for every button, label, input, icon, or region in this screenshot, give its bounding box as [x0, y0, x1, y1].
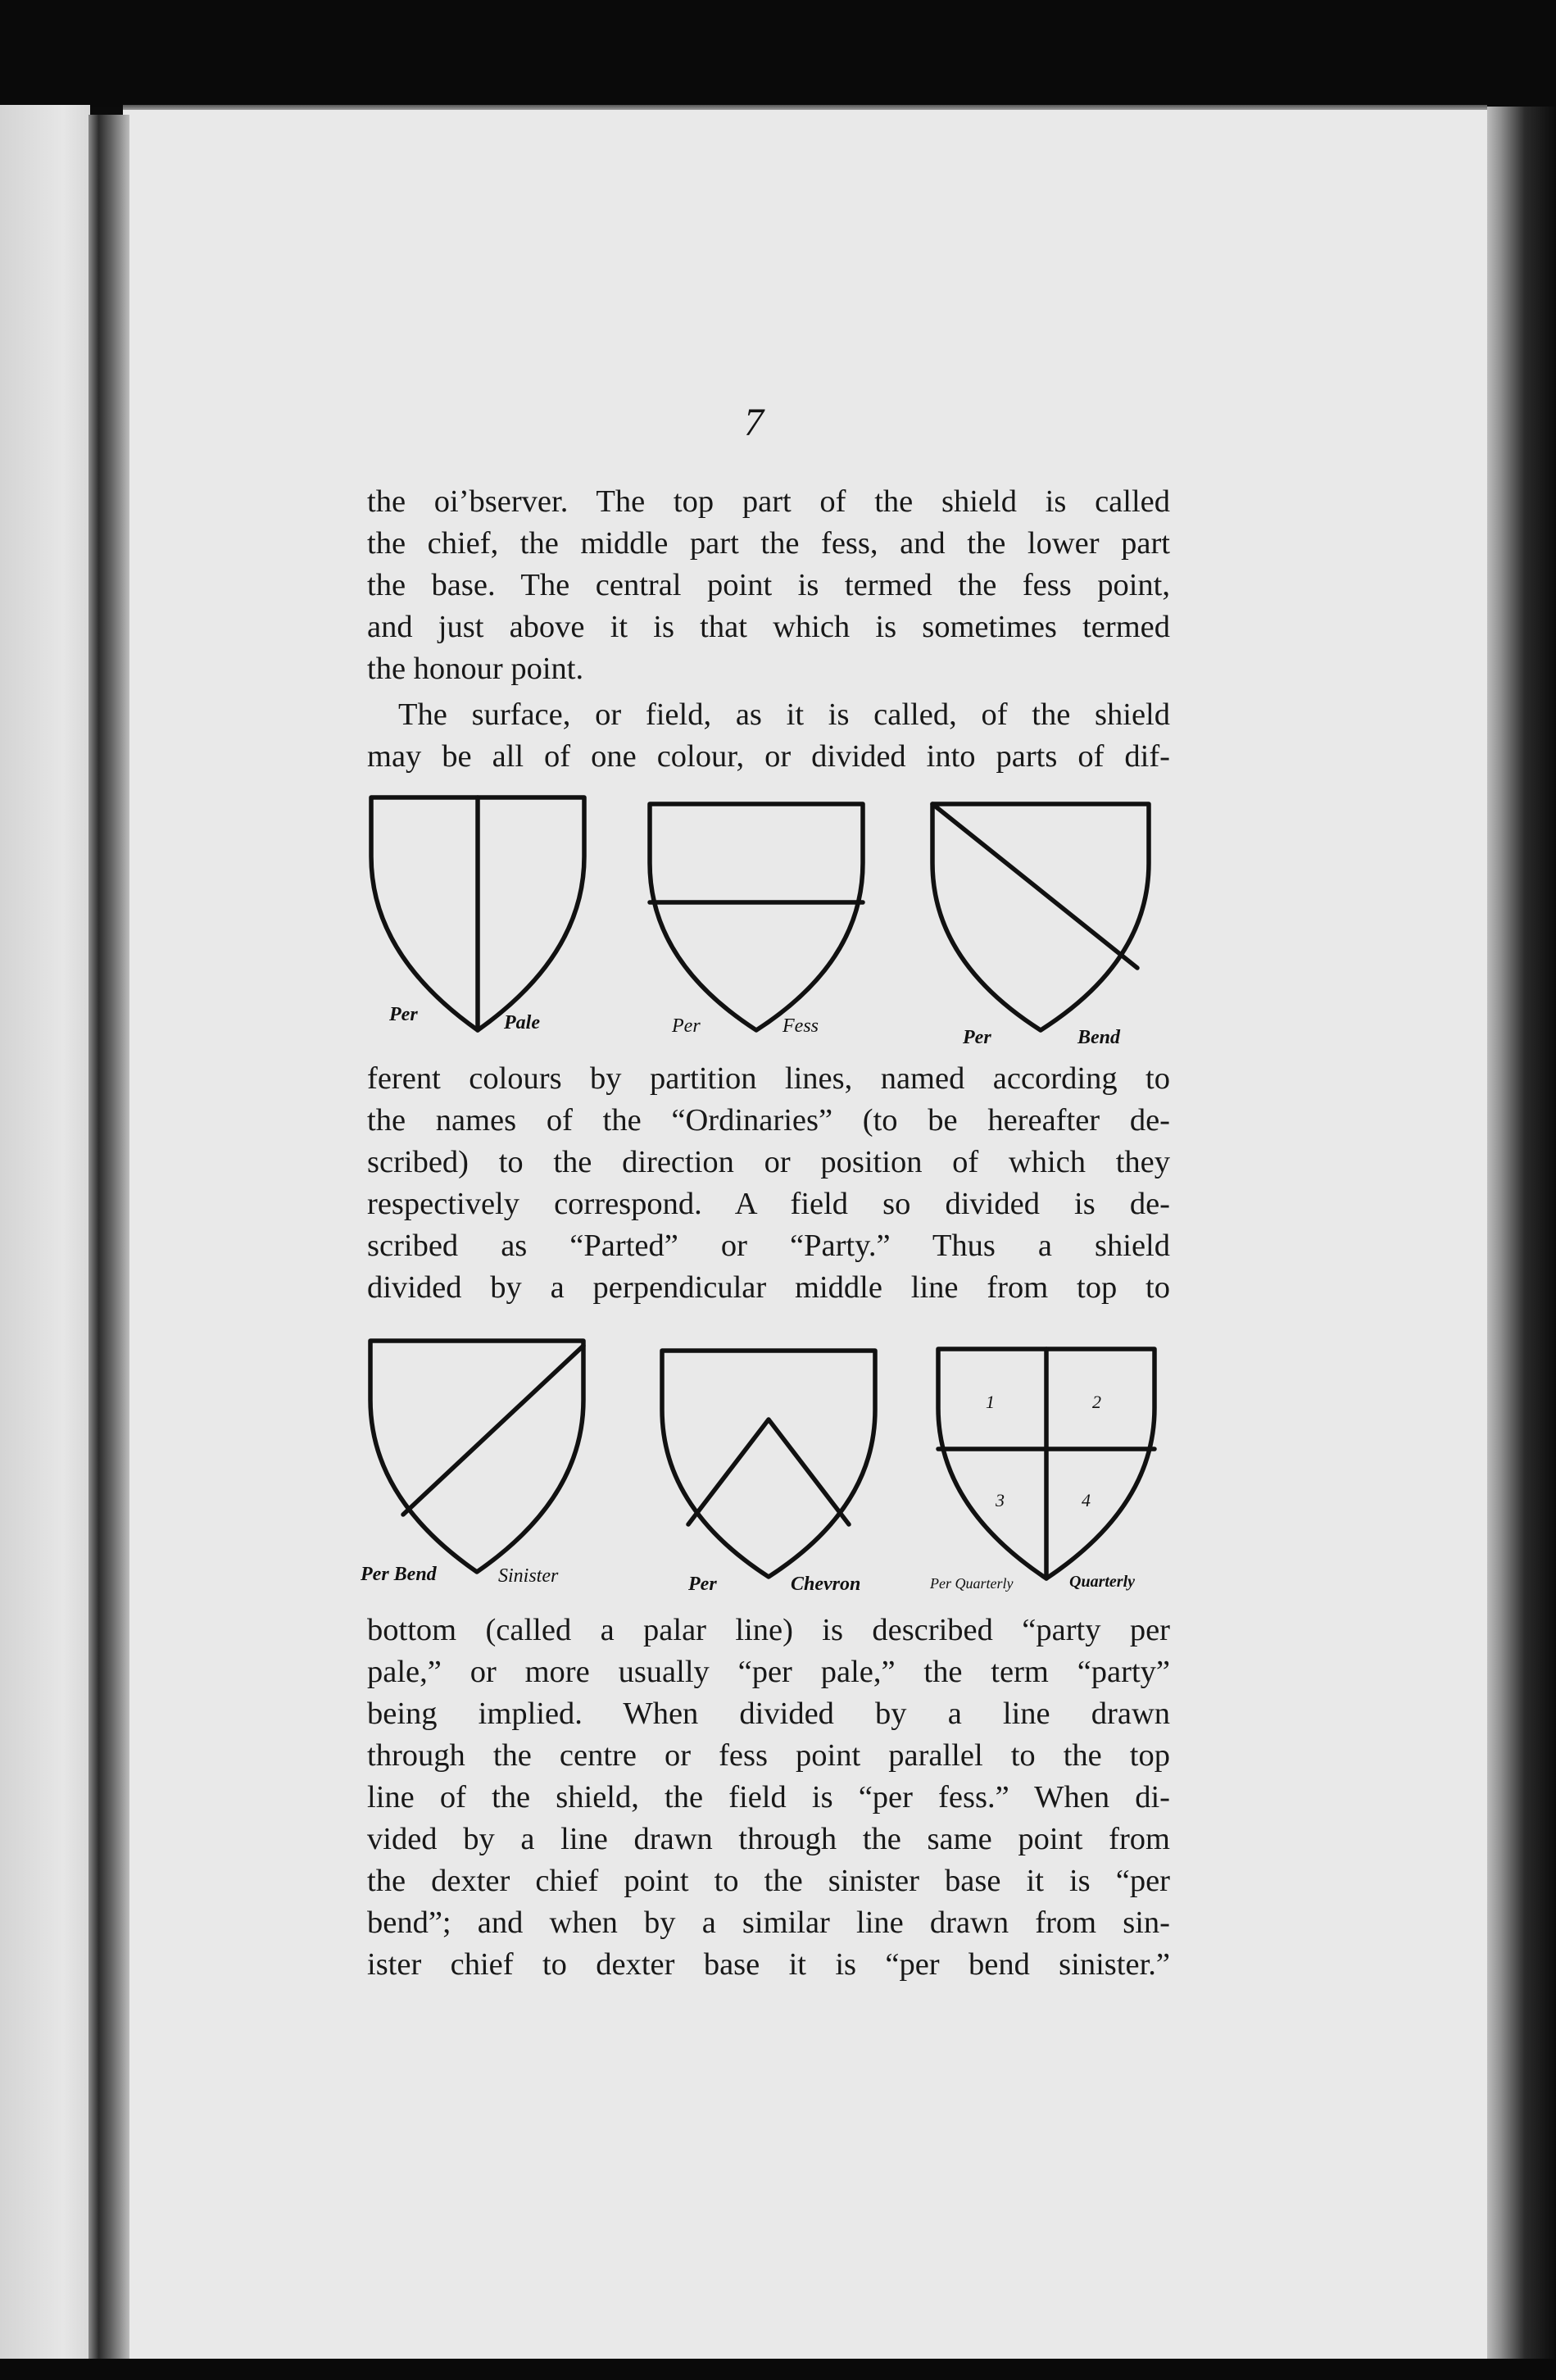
- page-number: 7: [744, 401, 764, 444]
- quarter-number: 1: [986, 1392, 995, 1412]
- figure-label-right: Bend: [1077, 1027, 1121, 1048]
- figure-label-left: Per Bend: [361, 1564, 437, 1585]
- figure-label-right: Chevron: [791, 1574, 861, 1595]
- page-top-edge: [123, 105, 1487, 110]
- paragraph-3: [367, 1058, 1170, 1309]
- paragraph-1: [367, 481, 1170, 690]
- figure-label-right: Quarterly: [1069, 1573, 1135, 1591]
- text-line: scribed) to the direction or position of which they: [367, 1145, 1170, 1179]
- quarter-number: 2: [1092, 1392, 1101, 1412]
- text-line: the honour point.: [367, 652, 584, 686]
- shield-figures-row-2: [361, 1334, 1180, 1605]
- paragraph-4: [367, 1610, 1170, 1986]
- text-line: through the centre or fess point parallel to the top: [367, 1738, 1170, 1773]
- text-line: vided by a line drawn through the same point from: [367, 1822, 1170, 1856]
- text-line: divided by a perpendicular middle line from top to: [367, 1270, 1170, 1305]
- scan-top-border: [0, 0, 1556, 107]
- quarter-number: 3: [996, 1490, 1005, 1510]
- text-line: the names of the “Ordinaries” (to be hereafter de-: [367, 1103, 1170, 1138]
- paragraph-2: [367, 694, 1170, 778]
- text-line: the chief, the middle part the fess, and the lower part: [367, 526, 1170, 561]
- shield-per-fess: [643, 797, 873, 1060]
- text-line: the base. The central point is termed the fess point,: [367, 568, 1170, 602]
- shield-per-chevron: [656, 1344, 885, 1606]
- text-line: being implied. When divided by a line drawn: [367, 1696, 1170, 1731]
- text-line: pale,” or more usually “per pale,” the term “party”: [367, 1655, 1170, 1689]
- text-line: may be all of one colour, or divided into parts of dif-: [367, 739, 1170, 774]
- figure-label-right: Pale: [504, 1012, 540, 1033]
- text-line: ferent colours by partition lines, named according to: [367, 1061, 1170, 1096]
- scan-bottom-border: [0, 2359, 1556, 2380]
- page-right-edge: [1487, 107, 1556, 2359]
- text-line: bend”; and when by a similar line drawn from sin-: [367, 1905, 1170, 1940]
- figure-label-right: Sinister: [498, 1565, 559, 1587]
- shield-quarterly: [930, 1342, 1172, 1613]
- shield-per-bend-sinister: [361, 1334, 606, 1601]
- text-line: the dexter chief point to the sinister base it is “per: [367, 1864, 1170, 1898]
- facing-page-edge: [0, 105, 90, 2360]
- figure-label-left: Per Quarterly: [930, 1575, 1014, 1592]
- text-line: the oiʼbserver. The top part of the shield is called: [367, 484, 1170, 519]
- text-line: ister chief to dexter base it is “per bend sinister.”: [367, 1947, 1170, 1982]
- quarter-number: 4: [1082, 1490, 1091, 1510]
- figure-label-left: Per: [963, 1027, 991, 1048]
- text-line: line of the shield, the field is “per fess.” When di-: [367, 1780, 1170, 1815]
- figure-label-left: Per: [688, 1574, 717, 1595]
- shield-per-bend: [926, 797, 1159, 1060]
- figure-label-left: Per: [672, 1015, 701, 1037]
- shield-per-pale: [365, 791, 594, 1053]
- text-line: respectively correspond. A field so divided is de-: [367, 1187, 1170, 1221]
- figure-label-left: Per: [389, 1004, 418, 1025]
- figure-label-right: Fess: [783, 1015, 819, 1037]
- text-line: The surface, or field, as it is called, of the shield: [398, 697, 1170, 732]
- text-line: and just above it is that which is sometimes termed: [367, 610, 1170, 644]
- text-line: scribed as “Parted” or “Party.” Thus a shield: [367, 1229, 1170, 1263]
- book-binding-gutter: [88, 115, 129, 2360]
- text-line: bottom (called a palar line) is described “party per: [367, 1613, 1170, 1647]
- shield-figures-row-1: [361, 791, 1180, 1057]
